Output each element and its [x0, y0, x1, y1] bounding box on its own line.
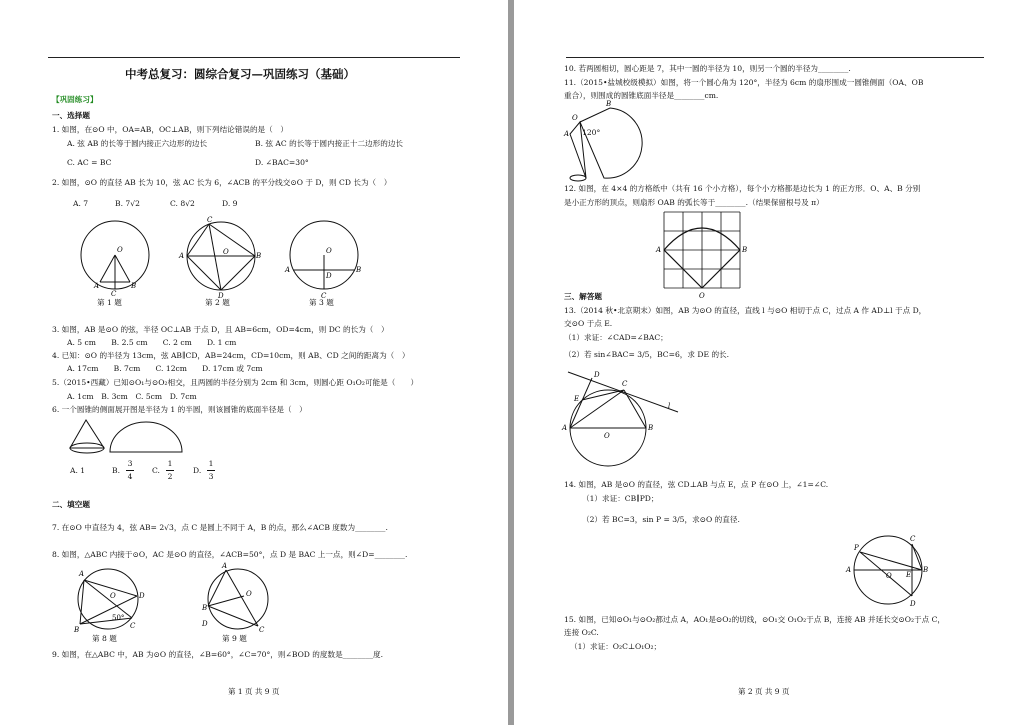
svg-text:O: O [699, 292, 705, 300]
q12-line1: 12. 如图，在 4×4 的方格纸中（共有 16 个小方格），每个小方格都是边长为 1 的正方形．O、A、B 分别 [564, 184, 921, 193]
svg-text:C: C [111, 290, 117, 298]
q6-option-a: A. 1 [70, 466, 86, 475]
svg-text:D: D [218, 292, 224, 300]
svg-text:l: l [668, 402, 671, 410]
figure-q13 [562, 368, 688, 440]
figure-q3 [285, 220, 362, 300]
figure-q11-angle: 120° [582, 128, 601, 137]
q6-text: 6. 一个圆锥的侧面展开图是半径为 1 的半圆，则该圆锥的底面半径是（ ） [52, 405, 307, 414]
q9-text: 9. 如图，在△ABC 中，AB 为⊙O 的直径，∠B=60°，∠C=70°，则∠BOD 的度数是________度. [52, 650, 384, 659]
svg-text:D: D [910, 600, 916, 608]
svg-text:B: B [923, 566, 929, 574]
svg-text:O: O [223, 248, 229, 256]
svg-text:C: C [910, 535, 916, 543]
figure-q2-caption: 第 2 题 [205, 298, 230, 307]
q1-option-a: A. 弦 AB 的长等于圆内接正六边形的边长 [67, 139, 208, 148]
q11-line1: 11.（2015•盐城校级模拟）如图，将一个圆心角为 120°，半径为 6cm 的扇形围成一圆锥侧面（OA、OB [564, 78, 924, 87]
q5-text: 5.（2015•西藏）已知⊙O₁与⊙O₂相交，且两圆的半径分别为 2cm 和 3cm，则圆心距 O₁O₂可能是（ ） [52, 378, 419, 387]
page-2 [514, 0, 1024, 725]
q3-text: 3. 如图，AB 是⊙O 的弦，半径 OC⊥AB 于点 D，且 AB=6cm，OD=4cm，则 DC 的长为（ ） [52, 325, 389, 334]
q6-c-numerator: 1 [167, 459, 173, 468]
q2-option-d: D. 9 [222, 199, 238, 208]
svg-text:E: E [906, 571, 912, 579]
svg-text:D: D [326, 272, 332, 280]
figure-q8-caption: 第 8 题 [92, 634, 117, 643]
q2-option-b: B. 7√2 [115, 199, 140, 208]
q14-line1: 14. 如图，AB 是⊙O 的直径，弦 CD⊥AB 与点 E，点 P 在⊙O 上，∠1=∠C. [564, 480, 829, 489]
q6-b-denominator: 4 [127, 472, 133, 481]
q6-b-fraction-bar [126, 470, 134, 471]
q2-text: 2. 如图，⊙O 的直径 AB 长为 10，弦 AC 长为 6，∠ACB 的平分线交⊙O 于 D，则 CD 长为（ ） [52, 178, 392, 187]
q14-part2: （2）若 BC=3，sin P = 3/5，求⊙O 的直径. [582, 515, 740, 524]
figure-q6 [66, 418, 186, 458]
figure-q8 [70, 566, 150, 632]
svg-text:O: O [326, 247, 332, 255]
page-1 [0, 0, 508, 725]
section-choice: 一、选择题 [52, 111, 90, 120]
figure-q12 [654, 210, 748, 300]
q11-line2: 重合），则围成的圆锥底面半径是________cm. [564, 91, 719, 100]
figure-q1-caption: 第 1 题 [97, 298, 122, 307]
svg-text:B: B [648, 424, 654, 432]
page-2-footer: 第 2 页 共 9 页 [738, 687, 790, 696]
q4-text: 4. 已知：⊙O 的半径为 13cm，弦 AB∥CD，AB=24cm，CD=10cm，则 AB、CD 之间的距离为（ ） [52, 351, 410, 360]
svg-text:O: O [604, 432, 610, 440]
figure-q3-caption: 第 3 题 [309, 298, 334, 307]
q15-line2: 连接 O₂C. [564, 628, 599, 637]
svg-text:A: A [564, 130, 570, 138]
svg-text:A: A [656, 246, 662, 254]
svg-text:B: B [202, 604, 208, 612]
svg-text:B: B [356, 266, 362, 274]
q13-part1: （1）求证：∠CAD=∠BAC； [564, 333, 668, 342]
q6-b-numerator: 3 [127, 459, 133, 468]
q2-option-c: C. 8√2 [170, 199, 195, 208]
svg-text:B: B [742, 246, 748, 254]
svg-text:D: D [594, 371, 600, 379]
svg-text:A: A [222, 562, 228, 570]
q14-part1: （1）求证：CB∥PD； [582, 494, 659, 503]
q10-text: 10. 若两圆相切，圆心距是 7，其中一圆的半径为 10，则另一个圆的半径为________. [564, 64, 851, 73]
svg-text:O: O [572, 114, 578, 122]
q6-d-denominator: 3 [208, 472, 214, 481]
svg-text:O: O [246, 590, 252, 598]
q2-option-a: A. 7 [73, 199, 89, 208]
header-rule [566, 57, 984, 58]
svg-text:C: C [259, 626, 265, 634]
q3-options: A. 5 cm B. 2.5 cm C. 2 cm D. 1 cm [67, 338, 237, 347]
q6-option-b: B. [112, 466, 120, 475]
q7-text: 7. 在⊙O 中直径为 4，弦 AB= 2√3，点 C 是圆上不同于 A，B 的点，那么∠ACB 度数为________. [52, 523, 388, 532]
q6-d-numerator: 1 [208, 459, 214, 468]
figure-q9-caption: 第 9 题 [222, 634, 247, 643]
q1-option-c: C. AC = BC [67, 158, 112, 167]
svg-text:A: A [79, 570, 85, 578]
svg-text:B: B [74, 626, 80, 634]
header-rule [48, 57, 460, 58]
q15-line1: 15. 如图，已知⊙O₁与⊙O₂都过点 A，AO₁是⊙O₂的切线，⊙O₁交 O₁O₂于点 B，连接 AB 并延长交⊙O₂于点 C， [564, 615, 945, 624]
figure-q2 [179, 216, 262, 300]
page-title: 中考总复习：圆综合复习—巩固练习（基础） [125, 67, 355, 81]
svg-text:O: O [886, 572, 892, 580]
q12-line2: 是小正方形的顶点，则扇形 OAB 的弧长等于________.（结果保留根号及 π） [564, 198, 824, 207]
svg-text:D: D [139, 592, 145, 600]
svg-text:B: B [256, 252, 262, 260]
q6-option-c: C. [152, 466, 160, 475]
svg-text:50°: 50° [112, 614, 125, 622]
svg-text:D: D [202, 620, 208, 628]
section-fill: 二、填空题 [52, 500, 90, 509]
svg-text:C: C [130, 622, 136, 630]
svg-text:A: A [562, 424, 568, 432]
section-tag: 【巩固练习】 [52, 95, 98, 104]
svg-text:O: O [117, 246, 123, 254]
figure-q9 [200, 562, 280, 634]
q1-option-d: D. ∠BAC=30° [255, 158, 309, 167]
q6-c-denominator: 2 [167, 472, 173, 481]
svg-text:A: A [846, 566, 852, 574]
svg-text:E: E [574, 395, 580, 403]
q6-c-fraction-bar [166, 470, 174, 471]
figure-q14 [846, 532, 932, 608]
svg-text:C: C [622, 380, 628, 388]
figure-q11 [564, 100, 624, 182]
q13-line1: 13.（2014 秋•北京期末）如图，AB 为⊙O 的直径，直线 l 与⊙O 相切于点 C，过点 A 作 AD⊥l 于点 D， [564, 306, 927, 315]
svg-text:B: B [131, 282, 137, 290]
q4-options: A. 17cm B. 7cm C. 12cm D. 17cm 或 7cm [67, 364, 263, 373]
svg-text:B: B [606, 100, 612, 108]
page-1-footer: 第 1 页 共 9 页 [228, 687, 280, 696]
svg-text:P: P [854, 544, 859, 552]
q13-part2: （2）若 sin∠BAC= 3/5，BC=6，求 DE 的长. [564, 350, 730, 359]
svg-text:C: C [207, 216, 213, 224]
q1-text: 1. 如图，在⊙O 中，OA=AB，OC⊥AB，则下列结论错误的是（ ） [52, 125, 288, 134]
q15-part1: （1）求证：O₂C⊥O₁O₂； [570, 642, 662, 651]
svg-text:A: A [179, 252, 185, 260]
section-answer: 三、解答题 [564, 292, 602, 301]
figure-q1 [80, 218, 150, 298]
svg-text:A: A [94, 282, 100, 290]
q6-option-d: D. [193, 466, 202, 475]
q13-line2: 交⊙O 于点 E. [564, 319, 613, 328]
svg-text:C: C [321, 292, 327, 300]
q6-d-fraction-bar [207, 470, 215, 471]
svg-text:A: A [285, 266, 291, 274]
q1-option-b: B. 弦 AC 的长等于圆内接正十二边形的边长 [255, 139, 404, 148]
q8-text: 8. 如图，△ABC 内接于⊙O，AC 是⊙O 的直径，∠ACB=50°，点 D 是 BAC 上一点，则∠D=________. [52, 550, 408, 559]
q5-options: A. 1cm B. 3cm C. 5cm D. 7cm [67, 392, 197, 401]
svg-text:O: O [110, 592, 116, 600]
